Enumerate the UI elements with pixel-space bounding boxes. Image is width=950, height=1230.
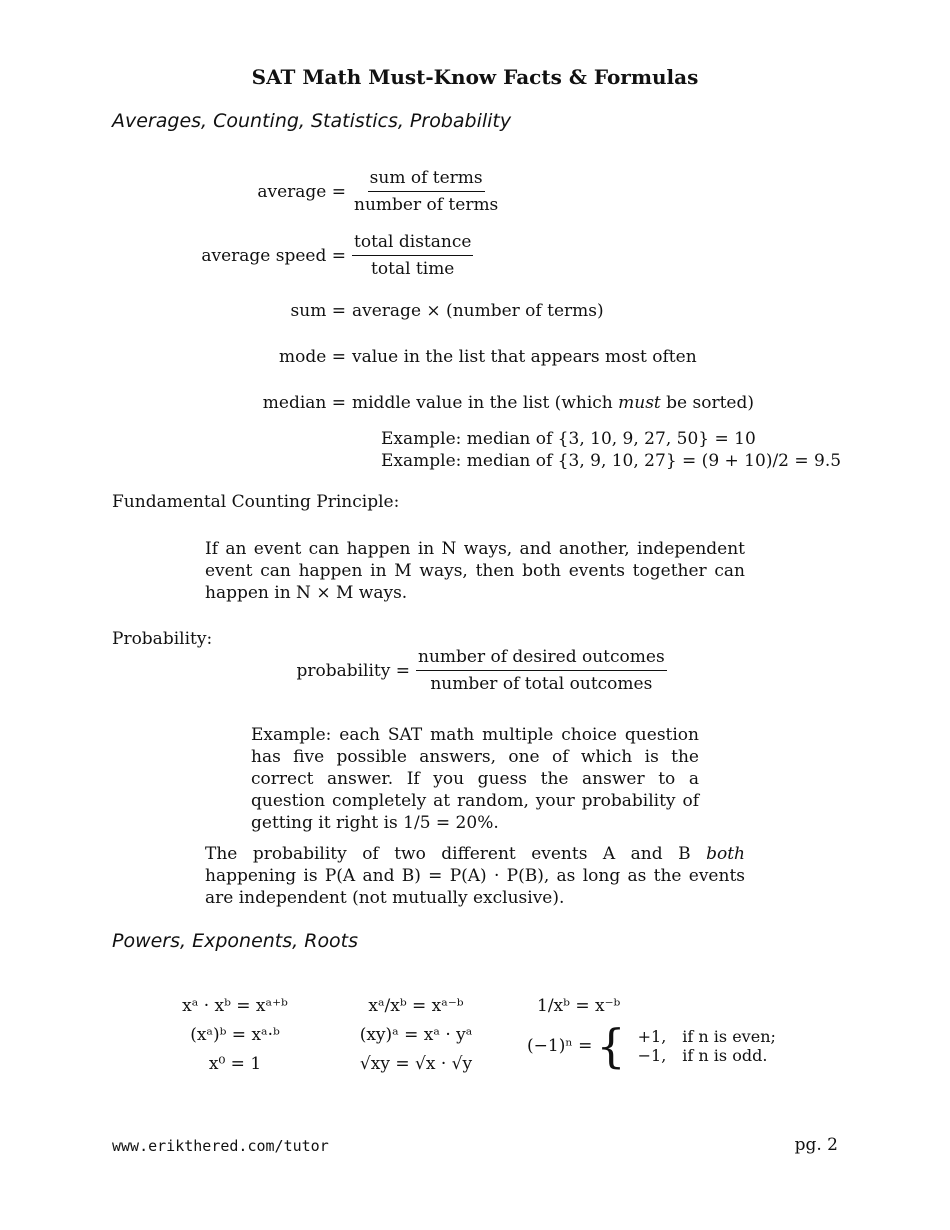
- powers-column-1: [180, 992, 290, 1079]
- mode-lhs: mode =: [279, 347, 346, 367]
- fcp-text: If an event can happen in N ways, and another, independent event can happen in M ways, then both events together can happen in N × M ways.: [205, 539, 745, 603]
- case-condition: if n is even;: [682, 1027, 776, 1046]
- median-lhs: median =: [262, 393, 346, 413]
- page-number: pg. 2: [794, 1135, 838, 1155]
- footer-url: www.erikthered.com/tutor: [112, 1137, 329, 1155]
- case-value: +1,: [637, 1027, 667, 1046]
- probability-both-a: The probability of two different events A and B: [205, 844, 707, 864]
- negative-one-lhs: (−1)ⁿ =: [527, 1036, 593, 1056]
- page-title: SAT Math Must-Know Facts & Formulas: [251, 65, 699, 89]
- case-row: [630, 1027, 784, 1046]
- median-examples: [381, 428, 841, 472]
- average-lhs: average =: [257, 181, 346, 202]
- probability-both-text: [205, 843, 745, 909]
- power-rule: xᵃ · xᵇ = xᵃ⁺ᵇ: [182, 996, 288, 1016]
- mode-formula: [150, 347, 697, 367]
- power-rule: √xy = √x · √y: [359, 1054, 473, 1074]
- average-speed-fraction: [352, 232, 473, 279]
- probability-formula: [150, 647, 667, 694]
- median-rhs-b: be sorted): [660, 393, 754, 413]
- average-fraction: [352, 168, 500, 215]
- median-rhs: [352, 393, 754, 413]
- median-formula: [150, 393, 754, 413]
- power-rule: xᵃ/xᵇ = xᵃ⁻ᵇ: [368, 996, 464, 1016]
- power-rule-reciprocal: 1/xᵇ = x⁻ᵇ: [537, 996, 621, 1016]
- probability-numerator: number of desired outcomes: [416, 647, 667, 671]
- power-rule: (xy)ᵃ = xᵃ · yᵃ: [359, 1025, 473, 1045]
- case-row: [630, 1046, 784, 1065]
- probability-both-emphasis: both: [706, 844, 745, 864]
- probability-both-b: happening is P(A and B) = P(A) · P(B), as long as the events are independent (not mutually exclusive).: [205, 866, 745, 908]
- average-speed-formula: [150, 232, 473, 279]
- cases-table: [630, 1027, 784, 1065]
- power-rule: x⁰ = 1: [208, 1054, 262, 1074]
- mode-rhs: value in the list that appears most often: [352, 347, 697, 367]
- section-heading-averages: Averages, Counting, Statistics, Probability: [112, 110, 512, 132]
- powers-column-2: [336, 992, 496, 1079]
- negative-one-power-formula: [527, 1019, 784, 1073]
- sum-rhs: average × (number of terms): [352, 301, 604, 321]
- average-denominator: number of terms: [354, 195, 499, 215]
- median-example: Example: median of {3, 9, 10, 27} = (9 + 10)/2 = 9.5: [381, 451, 842, 471]
- left-brace-icon: {: [596, 1019, 626, 1073]
- average-speed-denominator: total time: [371, 259, 455, 279]
- fcp-heading: Fundamental Counting Principle:: [112, 492, 400, 512]
- median-rhs-a: middle value in the list (which: [352, 393, 619, 413]
- sum-formula: [150, 301, 604, 321]
- case-value: −1,: [637, 1046, 667, 1065]
- median-example: Example: median of {3, 10, 9, 27, 50} = 10: [381, 429, 756, 449]
- average-formula: [150, 168, 500, 215]
- median-rhs-emphasis: must: [618, 393, 661, 413]
- probability-fraction: [416, 647, 667, 694]
- probability-example: Example: each SAT math multiple choice question has five possible answers, one of which is the correct answer. If you guess the answer to a question completely at random, your probability of getting it right is 1/5 = 20%.: [251, 725, 699, 833]
- section-heading-powers: Powers, Exponents, Roots: [112, 930, 359, 952]
- sum-lhs: sum =: [290, 301, 346, 321]
- average-speed-numerator: total distance: [352, 232, 473, 256]
- probability-denominator: number of total outcomes: [430, 674, 653, 694]
- average-numerator: sum of terms: [368, 168, 485, 192]
- probability-heading: Probability:: [112, 629, 213, 649]
- probability-lhs: probability =: [296, 660, 410, 681]
- average-speed-lhs: average speed =: [201, 245, 346, 266]
- power-rule: (xᵃ)ᵇ = xᵃ·ᵇ: [190, 1025, 280, 1045]
- case-condition: if n is odd.: [682, 1046, 768, 1065]
